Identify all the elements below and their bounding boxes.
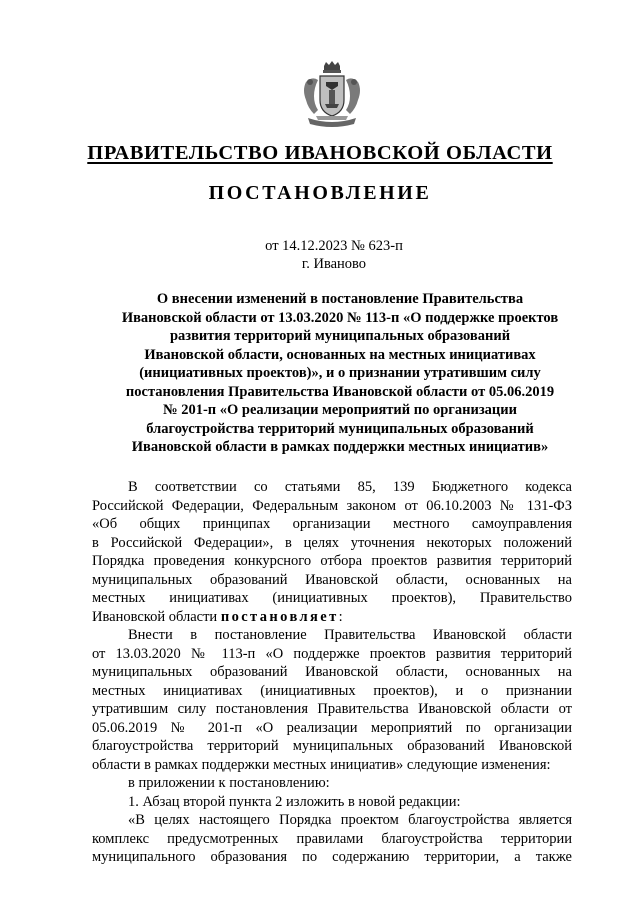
body-line: от 13.03.2020 № 113-п «О поддержке проектов развития территорий (92, 645, 572, 662)
heading-line: (инициативных проектов)», и о признании утратившим силу (139, 365, 541, 381)
document-heading (100, 290, 580, 457)
body-line: местных инициативах (инициативных проектов), и о признании (92, 682, 572, 699)
coat-of-arms-icon (296, 60, 368, 132)
heading-line: Ивановской области, основанных на местных инициативах (144, 346, 536, 363)
body-line: 1. Абзац второй пункта 2 изложить в новой редакции: (128, 793, 461, 810)
body-line: «Об общих принципах организации местного самоуправления (92, 516, 572, 532)
body-line-resolution (92, 608, 572, 627)
body-line: муниципальных образований Ивановской области, основанных на (92, 664, 572, 680)
document-city: г. Иваново (301, 256, 367, 272)
body-line: Внести в постановление Правительства Ивановской области (128, 627, 572, 643)
heading-line: О внесении изменений в постановление Правительства (156, 291, 524, 307)
body-line: комплекс предусмотренных правилами благоустройства территории (92, 830, 572, 847)
body-line: «В целях настоящего Порядка проектом благоустройства является (128, 812, 572, 828)
document-body (92, 478, 572, 867)
body-line: благоустройства территорий муниципальных образований Ивановской (92, 738, 572, 754)
body-line: Порядка проведения конкурсного отбора проектов развития территорий (92, 553, 572, 569)
heading-line: Ивановской области в рамках поддержки местных инициатив» (131, 439, 549, 455)
body-line: утратившим силу постановления Правительства Ивановской области от (92, 701, 572, 717)
government-title: ПРАВИТЕЛЬСТВО ИВАНОВСКОЙ ОБЛАСТИ (87, 142, 553, 164)
document-date-number: от 14.12.2023 № 623-п (265, 238, 403, 254)
resolution-keyword: постановляет (220, 608, 339, 625)
body-line: области в рамках поддержки местных инициатив» следующие изменения: (92, 756, 551, 773)
heading-line: постановления Правительства Ивановской области от 05.06.2019 (125, 383, 555, 400)
body-line: муниципальных образований Ивановской области, основанных на (92, 571, 572, 588)
body-line: муниципального образования по содержанию территории, а также (92, 849, 572, 865)
body-line: в Российской Федерации», в целях уточнения некоторых положений (92, 534, 572, 551)
heading-line: Ивановской области от 13.03.2020 № 113-п «О поддержке проектов (121, 309, 559, 326)
resolution-prefix: Ивановской области (92, 608, 221, 625)
heading-line: благоустройства территорий муниципальных образований (146, 420, 534, 437)
heading-line: развития территорий муниципальных образований (169, 328, 511, 344)
heading-line: № 201-п «О реализации мероприятий по организации (163, 402, 517, 418)
document-type-title: ПОСТАНОВЛЕНИЕ (208, 182, 432, 204)
body-line: 05.06.2019 № 201-п «О реализации мероприятий по организации (92, 719, 572, 736)
body-line: Российской Федерации, Федеральным законом от 06.10.2003 № 131-ФЗ (92, 497, 572, 514)
body-line: местных инициативах (инициативных проектов), Правительство (92, 590, 572, 606)
body-line: в приложении к постановлению: (128, 775, 330, 791)
resolution-suffix: : (338, 608, 343, 625)
body-line: В соответствии со статьями 85, 139 Бюджетного кодекса (128, 479, 572, 495)
